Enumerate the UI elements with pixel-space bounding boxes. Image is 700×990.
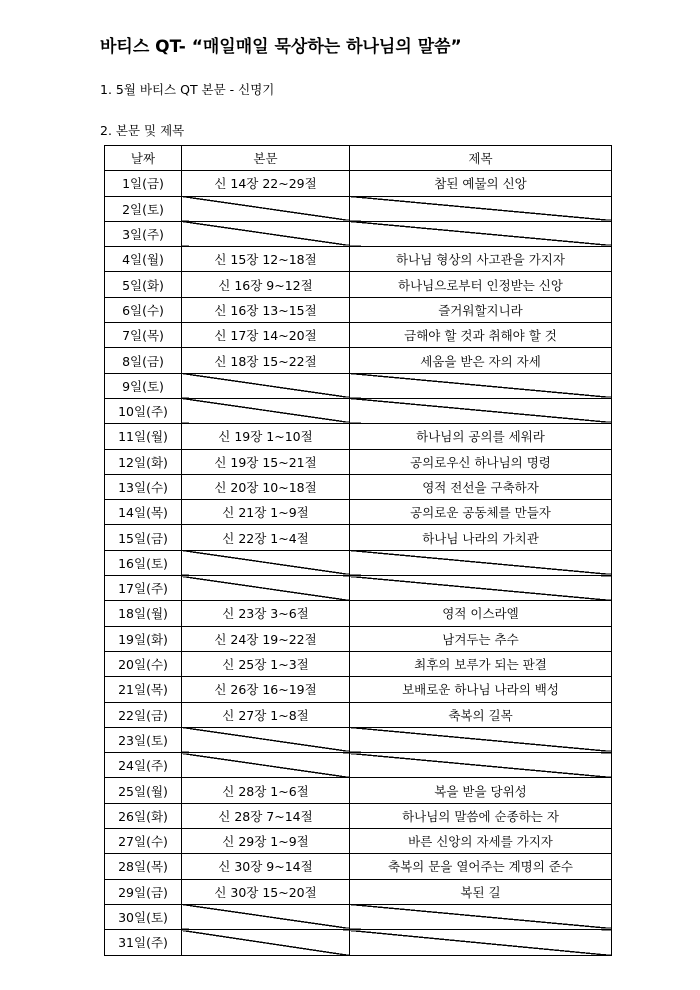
- title-cell: [350, 221, 612, 246]
- table-row: [105, 348, 612, 373]
- title-cell: 바른 신앙의 자세를 가지자: [350, 829, 612, 854]
- date-cell: 17일(주): [105, 576, 182, 601]
- scripture-cell: 신 27장 1~8절: [182, 702, 350, 727]
- date-cell: 25일(월): [105, 778, 182, 803]
- title-cell: 금해야 할 것과 취해야 할 것: [350, 323, 612, 348]
- title-cell: 복된 길: [350, 879, 612, 904]
- table-row: [105, 601, 612, 626]
- date-cell: 15일(금): [105, 525, 182, 550]
- date-cell: 19일(화): [105, 626, 182, 651]
- title-cell: 남겨두는 추수: [350, 626, 612, 651]
- title-cell: [350, 930, 612, 955]
- table-row: [105, 550, 612, 575]
- scripture-cell: 신 22장 1~4절: [182, 525, 350, 550]
- scripture-cell: 신 19장 15~21절: [182, 449, 350, 474]
- table-row: [105, 778, 612, 803]
- title-cell: 보배로운 하나님 나라의 백성: [350, 677, 612, 702]
- scripture-cell: 신 29장 1~9절: [182, 829, 350, 854]
- table-row: [105, 626, 612, 651]
- title-cell: 공의로우신 하나님의 명령: [350, 449, 612, 474]
- date-cell: 9일(토): [105, 373, 182, 398]
- table-row: [105, 272, 612, 297]
- table-header-row: [105, 146, 612, 171]
- scripture-cell: [182, 221, 350, 246]
- table-row: [105, 171, 612, 196]
- scripture-cell: 신 19장 1~10절: [182, 424, 350, 449]
- date-cell: 4일(월): [105, 247, 182, 272]
- title-cell: 하나님 형상의 사고관을 가지자: [350, 247, 612, 272]
- table-row: [105, 651, 612, 676]
- date-cell: 30일(토): [105, 904, 182, 929]
- title-cell: 영적 전선을 구축하자: [350, 474, 612, 499]
- header-text: 본문: [182, 146, 350, 171]
- date-cell: 12일(화): [105, 449, 182, 474]
- scripture-cell: [182, 373, 350, 398]
- scripture-cell: [182, 196, 350, 221]
- date-cell: 7일(목): [105, 323, 182, 348]
- scripture-cell: 신 24장 19~22절: [182, 626, 350, 651]
- scripture-cell: 신 30장 15~20절: [182, 879, 350, 904]
- date-cell: 22일(금): [105, 702, 182, 727]
- table-body: [105, 171, 612, 955]
- table-row: [105, 500, 612, 525]
- table-row: [105, 677, 612, 702]
- scripture-cell: 신 21장 1~9절: [182, 500, 350, 525]
- scripture-cell: 신 23장 3~6절: [182, 601, 350, 626]
- scripture-cell: [182, 576, 350, 601]
- title-cell: 참된 예물의 신앙: [350, 171, 612, 196]
- date-cell: 26일(화): [105, 803, 182, 828]
- table-row: [105, 576, 612, 601]
- scripture-cell: 신 20장 10~18절: [182, 474, 350, 499]
- title-cell: 하나님 나라의 가치관: [350, 525, 612, 550]
- qt-schedule-table: [104, 145, 612, 956]
- table-row: [105, 247, 612, 272]
- table-row: [105, 424, 612, 449]
- table-row: [105, 449, 612, 474]
- section-heading-table: 2. 본문 및 제목: [100, 123, 185, 138]
- date-cell: 5일(화): [105, 272, 182, 297]
- scripture-cell: [182, 753, 350, 778]
- title-cell: 즐거워할지니라: [350, 297, 612, 322]
- scripture-cell: [182, 727, 350, 752]
- table-row: [105, 323, 612, 348]
- scripture-cell: 신 15장 12~18절: [182, 247, 350, 272]
- title-cell: 공의로운 공동체를 만들자: [350, 500, 612, 525]
- header-date: 날짜: [105, 146, 182, 171]
- date-cell: 24일(주): [105, 753, 182, 778]
- title-cell: [350, 398, 612, 423]
- date-cell: 1일(금): [105, 171, 182, 196]
- date-cell: 3일(주): [105, 221, 182, 246]
- date-cell: 29일(금): [105, 879, 182, 904]
- scripture-cell: 신 30장 9~14절: [182, 854, 350, 879]
- table-row: [105, 854, 612, 879]
- title-cell: [350, 753, 612, 778]
- date-cell: 16일(토): [105, 550, 182, 575]
- date-cell: 23일(토): [105, 727, 182, 752]
- scripture-cell: [182, 550, 350, 575]
- title-cell: [350, 550, 612, 575]
- scripture-cell: [182, 398, 350, 423]
- scripture-cell: 신 14장 22~29절: [182, 171, 350, 196]
- scripture-cell: 신 16장 9~12절: [182, 272, 350, 297]
- date-cell: 27일(수): [105, 829, 182, 854]
- scripture-cell: 신 18장 15~22절: [182, 348, 350, 373]
- title-cell: 복을 받을 당위성: [350, 778, 612, 803]
- table-row: [105, 474, 612, 499]
- title-cell: [350, 904, 612, 929]
- scripture-cell: [182, 930, 350, 955]
- date-cell: 21일(목): [105, 677, 182, 702]
- date-cell: 8일(금): [105, 348, 182, 373]
- section-heading-book: 1. 5월 바티스 QT 본문 - 신명기: [100, 82, 275, 97]
- title-cell: 최후의 보루가 되는 판결: [350, 651, 612, 676]
- table-row: [105, 803, 612, 828]
- scripture-cell: 신 28장 1~6절: [182, 778, 350, 803]
- date-cell: 10일(주): [105, 398, 182, 423]
- date-cell: 11일(월): [105, 424, 182, 449]
- date-cell: 2일(토): [105, 196, 182, 221]
- table-row: [105, 904, 612, 929]
- title-cell: 영적 이스라엘: [350, 601, 612, 626]
- table-row: [105, 297, 612, 322]
- table-row: [105, 196, 612, 221]
- table-row: [105, 829, 612, 854]
- document-title: 바티스 QT- “매일매일 묵상하는 하나님의 말씀”: [100, 37, 462, 57]
- title-cell: 하나님의 공의를 세워라: [350, 424, 612, 449]
- table-row: [105, 727, 612, 752]
- date-cell: 28일(목): [105, 854, 182, 879]
- date-cell: 31일(주): [105, 930, 182, 955]
- table-row: [105, 221, 612, 246]
- table-row: [105, 525, 612, 550]
- table-row: [105, 879, 612, 904]
- scripture-cell: 신 26장 16~19절: [182, 677, 350, 702]
- title-cell: 축복의 문을 열어주는 계명의 준수: [350, 854, 612, 879]
- date-cell: 18일(월): [105, 601, 182, 626]
- title-cell: [350, 373, 612, 398]
- table-row: [105, 398, 612, 423]
- header-title: 제목: [350, 146, 612, 171]
- date-cell: 6일(수): [105, 297, 182, 322]
- title-cell: [350, 576, 612, 601]
- title-cell: [350, 727, 612, 752]
- scripture-cell: 신 28장 7~14절: [182, 803, 350, 828]
- scripture-cell: 신 25장 1~3절: [182, 651, 350, 676]
- date-cell: 20일(수): [105, 651, 182, 676]
- scripture-cell: 신 17장 14~20절: [182, 323, 350, 348]
- date-cell: 13일(수): [105, 474, 182, 499]
- table-row: [105, 702, 612, 727]
- table-row: [105, 373, 612, 398]
- scripture-cell: 신 16장 13~15절: [182, 297, 350, 322]
- scripture-cell: [182, 904, 350, 929]
- table-row: [105, 753, 612, 778]
- title-cell: 축복의 길목: [350, 702, 612, 727]
- title-cell: 하나님의 말씀에 순종하는 자: [350, 803, 612, 828]
- title-cell: 세움을 받은 자의 자세: [350, 348, 612, 373]
- title-cell: 하나님으로부터 인정받는 신앙: [350, 272, 612, 297]
- title-cell: [350, 196, 612, 221]
- table-row: [105, 930, 612, 955]
- date-cell: 14일(목): [105, 500, 182, 525]
